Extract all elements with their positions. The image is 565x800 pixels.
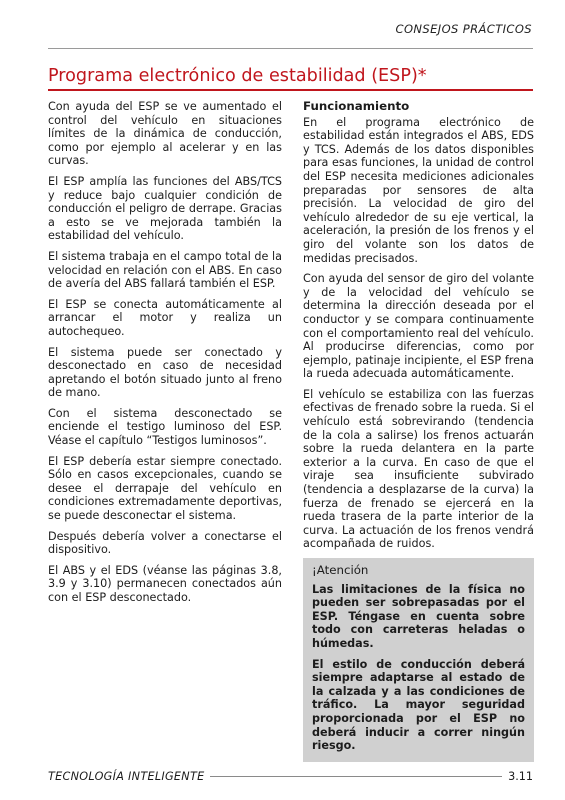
left-column <box>48 100 282 612</box>
attention-heading: ¡Atención <box>312 563 369 577</box>
page-title: Programa electrónico de estabilidad (ESP)* <box>48 66 427 86</box>
title-rule <box>48 89 533 91</box>
section-heading: Funcionamiento <box>303 99 410 113</box>
paragraph: El sistema puede ser conectado y desconectado en caso de necesidad apretando el botón situado junto al freno de mano. <box>48 345 282 400</box>
paragraph: Con el sistema desconectado se enciende el testigo luminoso del ESP. Véase el capítulo “Testigos luminosos”. <box>48 406 282 448</box>
section-label: CONSEJOS PRÁCTICOS <box>395 22 532 36</box>
paragraph: El ABS y el EDS (véanse las páginas 3.8, 3.9 y 3.10) permanecen conectados aún con el ESP desconectado. <box>48 563 282 604</box>
paragraph: El vehículo se estabiliza con las fuerzas efectivas de frenado sobre la rueda. Si el vehículo está sobrevirando (tendencia de la cola a salirse) los frenos actuarán sobre la rueda delantera en la parte exterior a la curva. En caso de que el viraje sea insuficiente subvirado (tendencia a desplazarse de la curva) la fuerza de frenado se ejercerá en la rueda trasera de la parte interior de la curva. La actuación de los frenos vendrá acompañada de ruidos. <box>303 387 534 551</box>
paragraph: El ESP debería estar siempre conectado. Sólo en casos excepcionales, cuando se desee el derrapaje del vehículo en condiciones extremadamente deportivas, se puede desconectar el sistema. <box>48 454 282 523</box>
paragraph: En el programa electrónico de estabilidad están integrados el ABS, EDS y TCS. Además de los datos disponibles para esas funciones, la unidad de control del ESP necesita mediciones adicionales preparadas por sensores de alta precisión. La velocidad de giro del vehículo alrededor de su eje vertical, la aceleración, la presión de los frenos y el giro del volante son los datos de medidas precisados. <box>303 115 534 265</box>
warning-paragraph: El estilo de conducción deberá siempre adaptarse al estado de la calzada y a las condiciones de tráfico. La mayor seguridad proporcionada por el ESP no deberá inducir a correr ningún riesgo. <box>312 657 525 753</box>
paragraph: Con ayuda del ESP se ve aumentado el control del vehículo en situaciones límites de la dinámica de conducción, como por ejemplo al acelerar y en las curvas. <box>48 100 282 168</box>
paragraph: El sistema trabaja en el campo total de la velocidad en relación con el ABS. En caso de avería del ABS fallará también el ESP. <box>48 249 282 291</box>
paragraph: El ESP amplía las funciones del ABS/TCS y reduce bajo cualquier condición de conducción el peligro de derrape. Gracias a esto se ve mejorada también la estabilidad del vehículo. <box>48 174 282 243</box>
page-footer <box>48 768 533 784</box>
paragraph: El ESP se conecta automáticamente al arrancar el motor y realiza un autochequeo. <box>48 297 282 338</box>
attention-box <box>303 558 534 762</box>
paragraph: Después debería volver a conectarse el dispositivo. <box>48 529 282 557</box>
paragraph: Con ayuda del sensor de giro del volante y de la velocidad del vehículo se determina la dirección deseada por el conductor y se compara continuamente con el comportamiento real del vehículo. Al producirse diferencias, como por ejemplo, patinaje incipiente, el ESP frena la rueda adecuada automáticamente. <box>303 272 534 381</box>
page-number: 3.11 <box>508 769 533 783</box>
footer-rule <box>210 776 502 777</box>
footer-label: TECNOLOGÍA INTELIGENTE <box>48 769 205 783</box>
header-rule <box>48 48 533 49</box>
warning-paragraph: Las limitaciones de la física no pueden ser sobrepasadas por el ESP. Téngase en cuenta sobre todo con carreteras heladas o húmedas. <box>312 582 525 650</box>
right-column <box>303 100 534 762</box>
